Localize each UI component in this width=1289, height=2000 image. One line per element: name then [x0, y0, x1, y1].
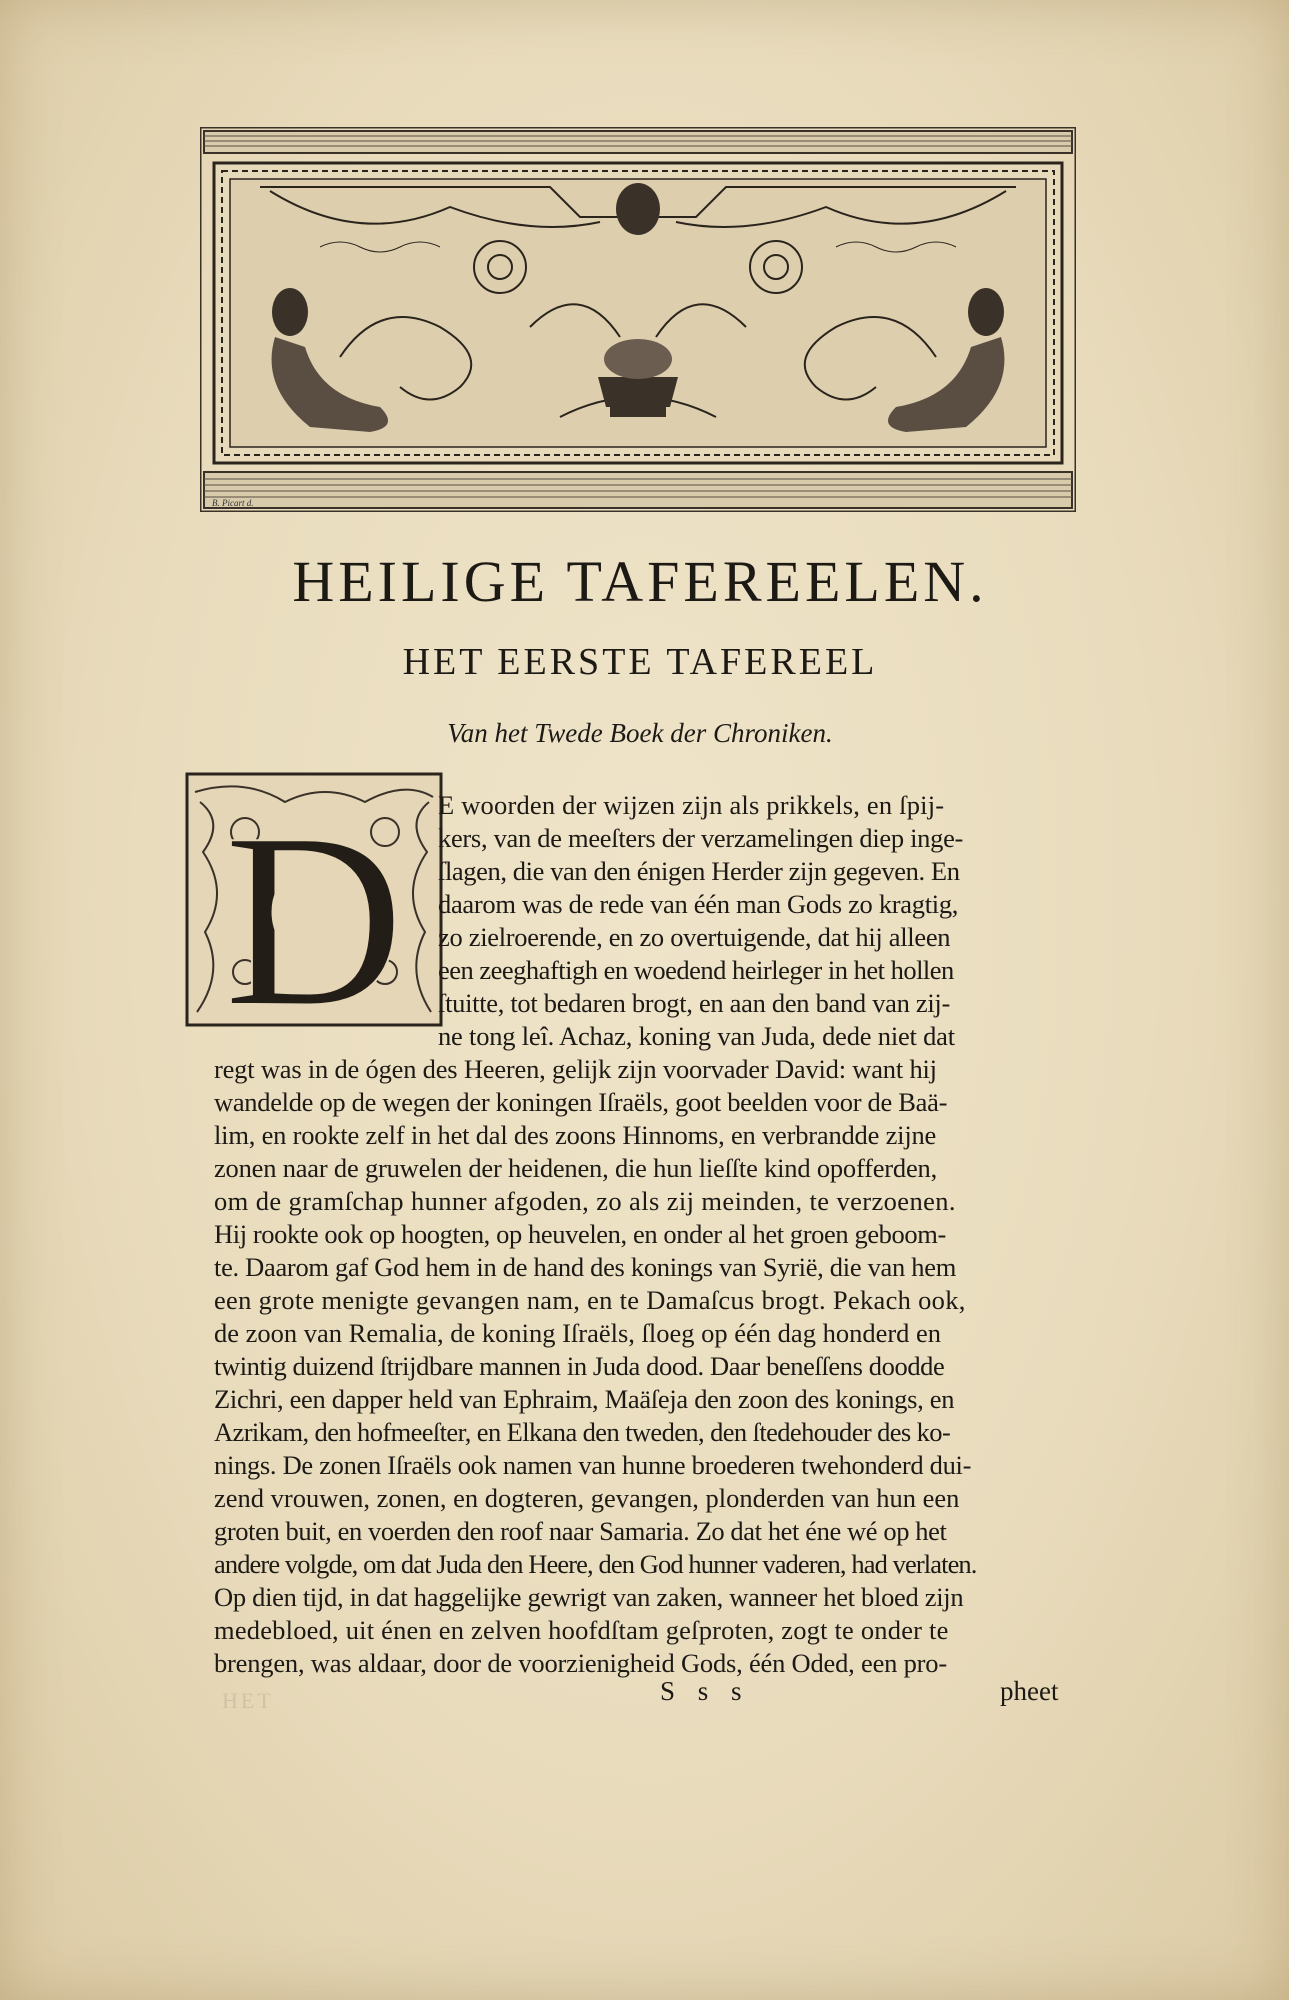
- text-line-27: brengen, was aldaar, door de voorzienigheid Gods, één Oded, een pro-: [214, 1648, 947, 1678]
- text-line-23: groten buit, en voerden den roof naar Samaria. Zo dat het éne wé op het: [214, 1516, 947, 1546]
- text-line-10: wandelde op de wegen der koningen Iſraëls, goot beelden voor de Baä-: [214, 1087, 948, 1117]
- text-line-4: daarom was de rede van één man Gods zo kragtig,: [438, 889, 959, 919]
- text-line-3: ſlagen, die van den énigen Herder zijn gegeven. En: [438, 856, 960, 886]
- main-title: HEILIGE TAFEREELEN.: [292, 549, 988, 614]
- text-line-11: lim, en rookte zelf in het dal des zoons Hinnoms, en verbrandde zijne: [214, 1120, 937, 1150]
- text-line-26: medebloed, uit énen en zelven hoofdſtam geſproten, zogt te onder te: [214, 1615, 949, 1645]
- text-line-19: Zichri, een dapper held van Ephraim, Maäſeja den zoon des konings, en: [214, 1384, 955, 1414]
- text-line-22: zend vrouwen, zonen, en dogteren, gevangen, plonderden van hun een: [214, 1483, 960, 1513]
- text-line-2: kers, van de meeſters der verzamelingen diep inge-: [438, 823, 964, 853]
- show-through-text: HET: [222, 1688, 274, 1713]
- text-line-13: om de gramſchap hunner afgoden, zo als zij meinden, te verzoenen.: [214, 1186, 956, 1216]
- text-line-9: regt was in de ógen des Heeren, gelijk zijn voorvader David: want hij: [214, 1054, 937, 1084]
- text-line-6: een zeeghaftigh en woedend heirleger in het hollen: [438, 955, 954, 985]
- engraver-signature: B. Picart d.: [212, 498, 254, 508]
- text-line-24: andere volgde, om dat Juda den Heere, den God hunner vaderen, had verlaten.: [214, 1549, 977, 1579]
- text-line-21: nings. De zonen Iſraëls ook namen van hunne broederen twehonderd dui-: [214, 1450, 972, 1480]
- text-line-20: Azrikam, den hofmeeſter, en Elkana den tweden, den ſtedehouder des ko-: [214, 1417, 951, 1447]
- text-line-25: Op dien tijd, in dat haggelijke gewrigt van zaken, wanneer het bloed zijn: [214, 1582, 964, 1612]
- text-line-14: Hij rookte ook op hoogten, op heuvelen, en onder al het groen geboom-: [214, 1219, 946, 1249]
- text-line-16: een grote menigte gevangen nam, en te Damaſcus brogt. Pekach ook,: [214, 1285, 966, 1315]
- text-line-17: de zoon van Remalia, de koning Iſraëls, ſloeg op één dag honderd en: [214, 1318, 942, 1348]
- source-line: Van het Twede Boek der Chroniken.: [447, 718, 833, 748]
- sub-title: HET EERSTE TAFEREEL: [402, 641, 878, 683]
- signature-mark: S s s: [660, 1676, 750, 1706]
- catchword: pheet: [1000, 1676, 1059, 1706]
- decorated-initial: [185, 772, 443, 1027]
- engraving-art: [200, 127, 1076, 512]
- initial-letter-art: [185, 772, 443, 1027]
- text-line-7: ſtuitte, tot bedaren brogt, en aan den band van zij-: [438, 988, 951, 1018]
- text-line-18: twintig duizend ſtrijdbare mannen in Juda dood. Daar beneſſens doodde: [214, 1351, 945, 1381]
- text-line-1: E woorden der wijzen zijn als prikkels, en ſpij-: [438, 790, 945, 820]
- initial-letter: D: [223, 782, 405, 1027]
- text-line-15: te. Daarom gaf God hem in de hand des konings van Syrië, die van hem: [214, 1252, 957, 1282]
- text-line-8: ne tong leî. Achaz, koning van Juda, dede niet dat: [438, 1021, 955, 1051]
- text-line-5: zo zielroerende, en zo overtuigende, dat hij alleen: [438, 922, 951, 952]
- text-line-12: zonen naar de gruwelen der heidenen, die hun lieſſte kind opofferden,: [214, 1153, 938, 1183]
- ornamental-engraving: [200, 127, 1076, 512]
